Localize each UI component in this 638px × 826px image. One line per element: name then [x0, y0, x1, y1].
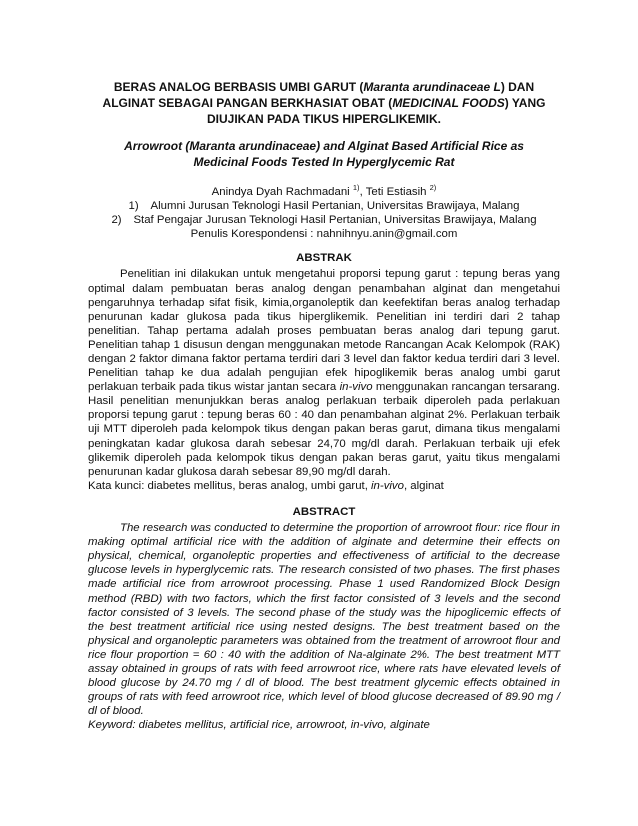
author-2-sup: 2) [429, 182, 437, 192]
affiliation-2 [88, 213, 560, 227]
affiliation-2-text: Staf Pengajar Jurusan Teknologi Hasil Pertanian, Universitas Brawijaya, Malang [133, 214, 537, 227]
affiliation-1-num: 1) [128, 200, 139, 213]
paper-subtitle: Arrowroot (Maranta arundinaceae) and Alginat Based Artificial Rice as Medicinal Foods Tested In Hyperglycemic Rat [124, 139, 524, 170]
abstrak-invivo: in-vivo [339, 381, 373, 394]
abstract-body: The research was conducted to determine the proportion of arrowroot flour: rice flour in making optimal artificial rice with the addition of alginate and determine their effects on physical, chemical, organoleptic properties and effectiveness of artificial to the decrease glucose levels in hyperglycemic rats. The research consisted of two phases. The first phases made artificial rice from arrowroot processing. Phase 1 used Randomized Block Design method (RBD) with two factors, which the first factor consisted of 3 levels and the second factor consisted of 3 levels. The second phase of the study was the hipoglicemic effects of the best treatment artificial rice using nested designs. The best treatment based on the physical and organoleptic parameters was obtained from the treatment of arrowroot flour and rice flour proportion = 60 : 40 with the addition of Na-alginate 2%. The best treatment MTT assay obtained in groups of rats with feed arrowroot rice, where rats have elevated levels of blood glucose by 24.70 mg / dl of blood. The best treatment glycemic effects obtained in groups of rats with feed arrowroot rice, which level of blood glucose decreased of 89.90 mg / dl of blood. [88, 522, 560, 718]
title-mid: ) DAN ALGINAT SEBAGAI PANGAN BERKHASIAT OBAT ( [102, 80, 535, 110]
author-sep: , [359, 185, 366, 198]
abstract-heading: ABSTRACT [292, 505, 356, 518]
author-2: Teti Estiasih [365, 185, 427, 198]
paper-title [96, 80, 552, 127]
abstrak-heading: ABSTRAK [296, 252, 352, 265]
author-1-sup: 1) [352, 182, 360, 192]
title-medicinal: MEDICINAL FOODS [392, 95, 505, 110]
kata-kunci-post: , alginat [403, 479, 444, 492]
abstrak-body [88, 267, 560, 478]
abstract-keywords: Keyword: diabetes mellitus, artificial rice, arrowroot, in-vivo, alginate [88, 719, 430, 732]
title-species: Maranta arundinaceae L [363, 80, 501, 94]
author-1: Anindya Dyah Rachmadani [211, 185, 350, 198]
abstrak-body-2: menggunakan rancangan tersarang. Hasil penelitian menunjukkan beras analog perlakuan terbaik diperoleh pada perlakuan proporsi tepung garut : tepung beras 60 : 40 dan penambahan alginat 2%. Perlakuan terbaik uji MTT diperoleh pada kelompok tikus dengan pakan beras garut, dimana tikus mengalami peningkatan kadar glukosa darah sebesar 24,70 mg/dl darah. Perlakuan terbaik uji efek glikemik diperoleh pada kelompok tikus dengan pakan beras garut, yaitu tikus mengalami penurunan kadar glukosa darah sebesar 89,90 mg/dl darah. [88, 381, 560, 478]
affiliation-1 [88, 199, 560, 213]
kata-kunci [88, 479, 560, 493]
title-pre: BERAS ANALOG BERBASIS UMBI GARUT ( [113, 80, 364, 94]
kata-kunci-invivo: in-vivo [371, 479, 404, 492]
affiliation-2-num: 2) [111, 214, 122, 227]
title-post: ) YANG DIUJIKAN PADA TIKUS HIPERGLIKEMIK. [206, 95, 546, 126]
paper-page [88, 80, 560, 732]
affiliation-1-text: Alumni Jurusan Teknologi Hasil Pertanian, Universitas Brawijaya, Malang [150, 200, 520, 213]
abstrak-body-1: Penelitian ini dilakukan untuk mengetahui proporsi tepung garut : tepung beras yang optimal dalam pembuatan beras analog dengan penambahan alginat dan mengetahui pengaruhnya terhadap sifat fisik, kimia,organoleptik dan keefektifan beras analog terhadap penurunan kadar glukosa pada tikus hiperglikemik. Penelitian ini terdiri dari 2 tahap penelitian. Tahap pertama adalah proses pembuatan beras analog dari tepung garut. Penelitian tahap 1 disusun dengan menggunakan metode Rancangan Acak Kelompok (RAK) dengan 2 faktor dimana faktor pertama terdiri dari 3 level dan faktor kedua terdiri dari 3 level. Penelitian tahap ke dua adalah pengujian efek hipoglikemik beras analog umbi garut perlakuan terbaik pada tikus wistar jantan secara [88, 268, 560, 394]
kata-kunci-pre: Kata kunci: diabetes mellitus, beras analog, umbi garut, [88, 479, 372, 492]
correspondence: Penulis Korespondensi : nahnihnyu.anin@gmail.com [190, 228, 458, 241]
author-line [88, 182, 560, 199]
